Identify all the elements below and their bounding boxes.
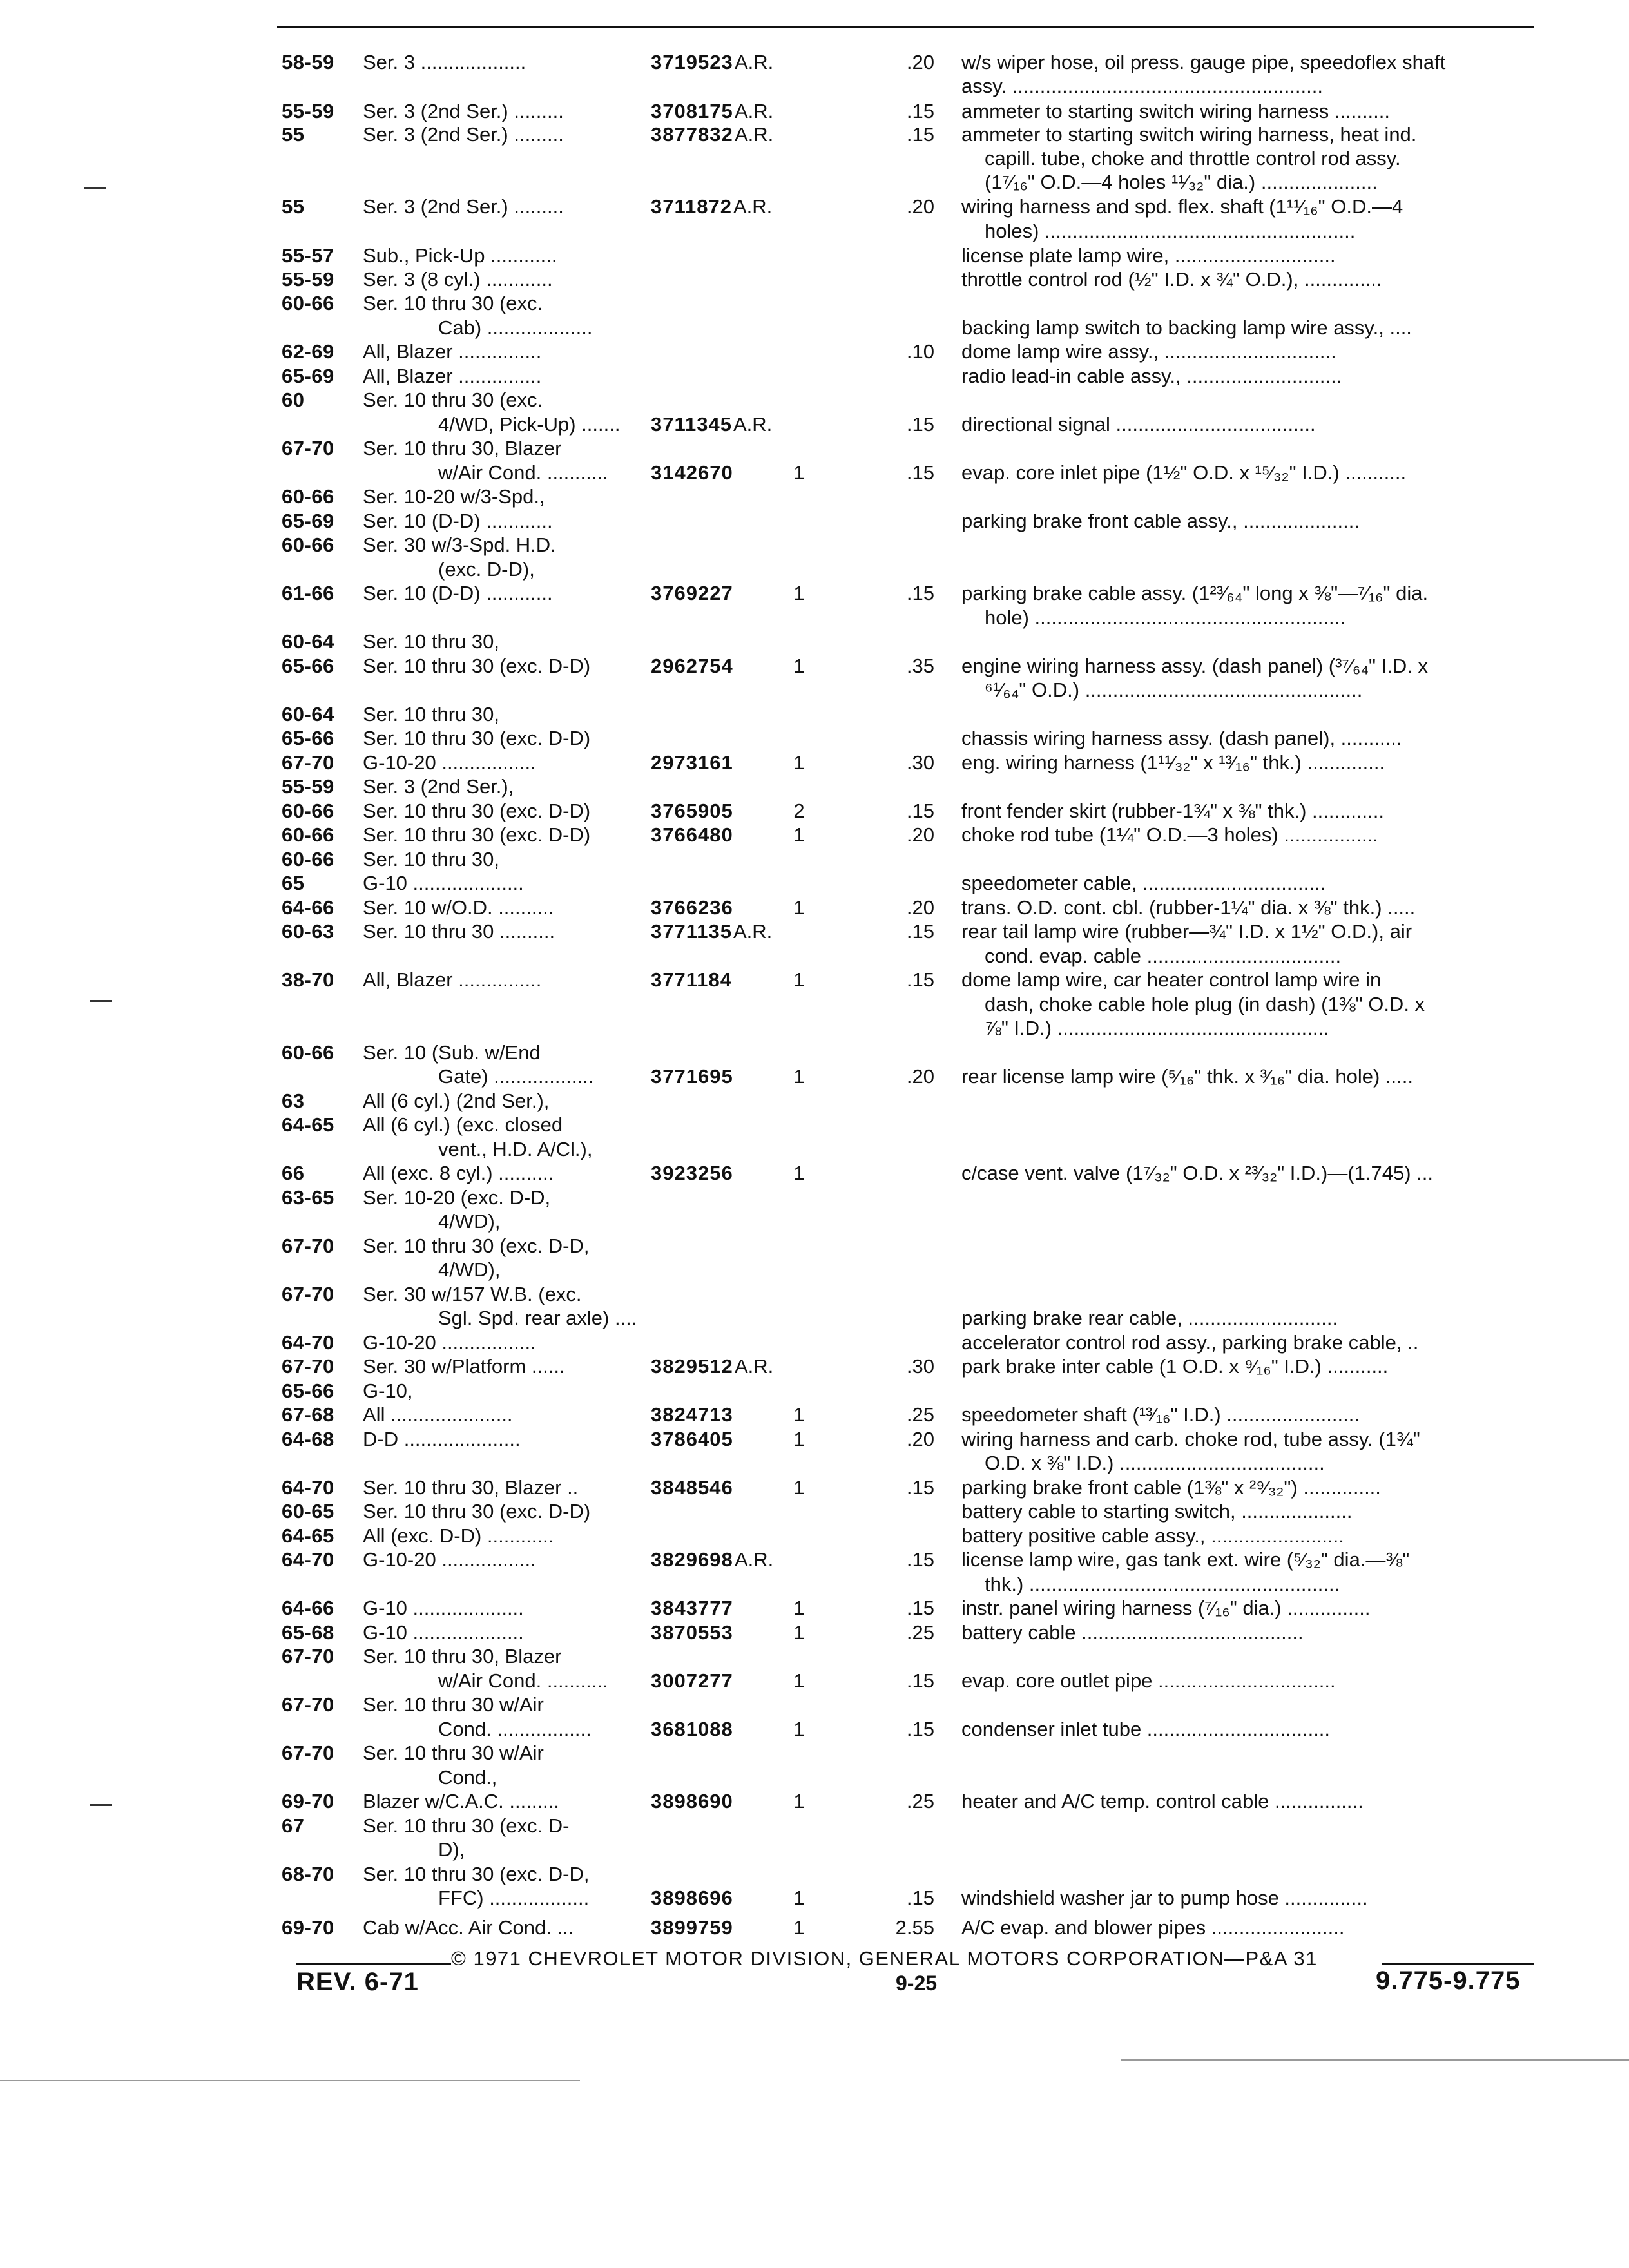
model-series: Ser. 10 thru 30 (exc. D-D): [363, 727, 591, 749]
model-series: Ser. 10 (Sub. w/End: [363, 1041, 541, 1064]
model-years: 67-70: [282, 1283, 334, 1305]
part-description: engine wiring harness assy. (dash panel) (³⁷⁄₆₄" I.D. x: [961, 655, 1428, 677]
model-years: 67: [282, 1814, 305, 1837]
part-description: hole) ........................................................: [985, 606, 1345, 629]
model-series: All (6 cyl.) (2nd Ser.),: [363, 1090, 550, 1112]
part-number: 3769227: [651, 582, 733, 604]
price: .10: [906, 340, 934, 363]
model-years: 60-66: [282, 848, 334, 870]
part-description: accelerator control rod assy., parking brake cable, ..: [961, 1331, 1419, 1354]
scan-edge-line: [1121, 2059, 1629, 2061]
model-years: 55-59: [282, 268, 334, 291]
price: .15: [906, 1597, 934, 1619]
model-series: Ser. 10 thru 30 (exc. D-: [363, 1814, 570, 1837]
model-years: 66: [282, 1162, 305, 1184]
part-number: 3848546: [651, 1476, 733, 1499]
part-number: 3681088: [651, 1718, 733, 1740]
price: .15: [906, 920, 934, 943]
model-years: 63-65: [282, 1186, 334, 1209]
model-years: 67-70: [282, 1693, 334, 1716]
part-number: 3765905: [651, 800, 733, 822]
quantity: A.R.: [735, 51, 774, 73]
model-years: 64-66: [282, 896, 334, 919]
model-years: 67-70: [282, 1645, 334, 1667]
model-years: 65: [282, 872, 305, 894]
part-description: evap. core inlet pipe (1½" O.D. x ¹⁵⁄₃₂" I.D.) ...........: [961, 461, 1407, 484]
quantity: 1: [793, 1597, 805, 1619]
model-series: Ser. 3 (2nd Ser.) .........: [363, 100, 564, 122]
model-series: Ser. 10 (D-D) ............: [363, 582, 553, 604]
quantity: 1: [793, 1065, 805, 1088]
price: .30: [906, 751, 934, 774]
price: .15: [906, 1887, 934, 1909]
quantity: 1: [793, 582, 805, 604]
model-series: Ser. 10 thru 30, Blazer: [363, 437, 562, 459]
model-years: 67-70: [282, 751, 334, 774]
model-series: Ser. 10 thru 30 w/Air: [363, 1742, 544, 1764]
quantity: 1: [793, 968, 805, 991]
model-series: G-10 ....................: [363, 1597, 524, 1619]
part-number: 3877832: [651, 123, 733, 146]
part-description: license lamp wire, gas tank ext. wire (⁵⁄₃₂" dia.—⅜": [961, 1548, 1410, 1571]
part-number: 3771135: [651, 920, 732, 943]
model-series: 4/WD),: [438, 1258, 501, 1281]
model-series: Ser. 10 thru 30 (exc. D-D,: [363, 1235, 590, 1257]
part-number: 3898690: [651, 1790, 733, 1812]
quantity: 2: [793, 800, 805, 822]
part-description: choke rod tube (1¼" O.D.—3 holes) .................: [961, 823, 1378, 846]
quantity: 1: [793, 751, 805, 774]
part-description: wiring harness and carb. choke rod, tube assy. (1¾": [961, 1428, 1420, 1450]
part-description: rear license lamp wire (⁵⁄₁₆" thk. x ³⁄₁₆" dia. hole) .....: [961, 1065, 1414, 1088]
part-number: 3766480: [651, 823, 733, 846]
quantity: 1: [793, 1916, 805, 1939]
part-number: 3923256: [651, 1162, 733, 1184]
model-years: 38-70: [282, 968, 334, 991]
model-series: 4/WD, Pick-Up) .......: [438, 413, 621, 436]
model-years: 65-68: [282, 1621, 334, 1644]
quantity: 1: [793, 1476, 805, 1499]
price: .25: [906, 1790, 934, 1812]
model-series: G-10 ....................: [363, 872, 524, 894]
quantity: A.R.: [733, 920, 773, 943]
part-description: O.D. x ⅜" I.D.) .....................................: [985, 1452, 1325, 1474]
model-series: D-D .....................: [363, 1428, 521, 1450]
group-range: 9.775-9.775: [1376, 1966, 1521, 1995]
part-number: 3899759: [651, 1916, 733, 1939]
price: .25: [906, 1621, 934, 1644]
part-description: speedometer cable, .................................: [961, 872, 1326, 894]
quantity: 1: [793, 1887, 805, 1909]
part-description: (1⁷⁄₁₆" O.D.—4 holes ¹¹⁄₃₂" dia.) .....................: [985, 171, 1378, 193]
part-description: instr. panel wiring harness (⁷⁄₁₆" dia.) ...............: [961, 1597, 1371, 1619]
model-years: 64-66: [282, 1597, 334, 1619]
part-description: condenser inlet tube .................................: [961, 1718, 1331, 1740]
model-years: 60: [282, 389, 305, 411]
model-series: Ser. 10 thru 30 w/Air: [363, 1693, 544, 1716]
model-series: Ser. 3 (8 cyl.) ............: [363, 268, 553, 291]
model-series: (exc. D-D),: [438, 558, 535, 581]
model-years: 60-63: [282, 920, 334, 943]
price: .20: [906, 1065, 934, 1088]
scan-mark: [90, 1804, 112, 1806]
part-number: 3843777: [651, 1597, 733, 1619]
model-years: 69-70: [282, 1790, 334, 1812]
model-series: Ser. 10 thru 30, Blazer ..: [363, 1476, 579, 1499]
part-description: w/s wiper hose, oil press. gauge pipe, speedoflex shaft: [961, 51, 1446, 73]
model-series: All ......................: [363, 1403, 513, 1426]
price: .20: [906, 1428, 934, 1450]
part-description: throttle control rod (½" I.D. x ¾" O.D.), ..............: [961, 268, 1382, 291]
model-series: All (exc. 8 cyl.) ..........: [363, 1162, 554, 1184]
model-years: 67-70: [282, 437, 334, 459]
model-years: 60-65: [282, 1500, 334, 1523]
quantity: A.R.: [733, 413, 773, 436]
price: .15: [906, 123, 934, 146]
model-series: Blazer w/C.A.C. .........: [363, 1790, 559, 1812]
part-description: capill. tube, choke and throttle control rod assy.: [985, 147, 1401, 169]
part-description: ammeter to starting switch wiring harness ..........: [961, 100, 1391, 122]
model-series: Ser. 10 thru 30,: [363, 630, 499, 653]
model-series: Ser. 10 (D-D) ............: [363, 510, 553, 532]
model-series: vent., H.D. A/Cl.),: [438, 1138, 593, 1160]
model-series: Cond.,: [438, 1766, 497, 1789]
price: .20: [906, 51, 934, 73]
model-series: Ser. 10 thru 30 (exc. D-D): [363, 800, 591, 822]
model-series: G-10-20 .................: [363, 1548, 536, 1571]
revision-label: REV. 6-71: [296, 1968, 419, 1996]
part-description: license plate lamp wire, .............................: [961, 244, 1336, 267]
part-number: 3898696: [651, 1887, 733, 1909]
quantity: 1: [793, 1669, 805, 1692]
model-series: Ser. 10-20 w/3-Spd.,: [363, 485, 545, 508]
quantity: A.R.: [735, 123, 774, 146]
model-years: 64-70: [282, 1548, 334, 1571]
model-years: 60-64: [282, 703, 334, 726]
model-years: 60-66: [282, 292, 334, 314]
part-description: speedometer shaft (¹³⁄₁₆" I.D.) ........................: [961, 1403, 1360, 1426]
model-years: 60-66: [282, 533, 334, 556]
part-description: ammeter to starting switch wiring harness, heat ind.: [961, 123, 1417, 146]
model-series: Ser. 3 (2nd Ser.),: [363, 775, 514, 798]
price: .15: [906, 1669, 934, 1692]
quantity: A.R.: [735, 100, 774, 122]
model-years: 55: [282, 123, 305, 146]
footer-rule-left: [296, 1963, 451, 1965]
model-years: 55: [282, 195, 305, 218]
price: .15: [906, 461, 934, 484]
part-description: battery cable to starting switch, ....................: [961, 1500, 1353, 1523]
model-series: G-10,: [363, 1379, 413, 1402]
part-description: radio lead-in cable assy., ............................: [961, 365, 1342, 387]
model-series: Ser. 3 (2nd Ser.) .........: [363, 195, 564, 218]
part-description: parking brake front cable assy., .....................: [961, 510, 1360, 532]
model-years: 68-70: [282, 1863, 334, 1885]
part-description: thk.) ........................................................: [985, 1573, 1340, 1595]
part-number: 3824713: [651, 1403, 733, 1426]
part-number: 3719523: [651, 51, 733, 73]
model-series: Ser. 3 ...................: [363, 51, 526, 73]
model-series: Ser. 10 thru 30 (exc. D-D): [363, 1500, 591, 1523]
part-description: dome lamp wire, car heater control lamp wire in: [961, 968, 1382, 991]
model-series: Ser. 10 thru 30, Blazer: [363, 1645, 562, 1667]
quantity: 1: [793, 1621, 805, 1644]
part-description: directional signal ....................................: [961, 413, 1316, 436]
price: .15: [906, 582, 934, 604]
model-series: G-10 ....................: [363, 1621, 524, 1644]
model-years: 60-66: [282, 1041, 334, 1064]
model-series: D),: [438, 1838, 465, 1861]
quantity: A.R.: [735, 1548, 774, 1571]
model-series: w/Air Cond. ...........: [438, 461, 608, 484]
part-description: front fender skirt (rubber-1¾" x ⅜" thk.) .............: [961, 800, 1385, 822]
quantity: 1: [793, 1718, 805, 1740]
part-description: dome lamp wire assy., ...............................: [961, 340, 1336, 363]
quantity: 1: [793, 1403, 805, 1426]
scan-edge-line: [0, 2080, 580, 2081]
price: 2.55: [895, 1916, 934, 1939]
model-years: 55-59: [282, 775, 334, 798]
price: .20: [906, 823, 934, 846]
part-description: holes) ........................................................: [985, 220, 1356, 242]
model-years: 65-66: [282, 655, 334, 677]
model-series: Cab w/Acc. Air Cond. ...: [363, 1916, 574, 1939]
model-years: 55-57: [282, 244, 334, 267]
footer-rule-right: [1382, 1963, 1534, 1965]
part-description: ⁶¹⁄₆₄" O.D.) ..................................................: [985, 678, 1363, 701]
price: .15: [906, 800, 934, 822]
model-series: Ser. 10 thru 30 ..........: [363, 920, 555, 943]
model-series: Ser. 10 thru 30 (exc. D-D): [363, 655, 591, 677]
quantity: 1: [793, 1428, 805, 1450]
model-years: 63: [282, 1090, 305, 1112]
model-years: 64-65: [282, 1113, 334, 1136]
part-description: battery cable ........................................: [961, 1621, 1304, 1644]
price: .15: [906, 1548, 934, 1571]
quantity: A.R.: [733, 195, 773, 218]
part-description: dash, choke cable hole plug (in dash) (1⅜" O.D. x: [985, 993, 1425, 1015]
part-description: heater and A/C temp. control cable ................: [961, 1790, 1364, 1812]
part-description: windshield washer jar to pump hose ...............: [961, 1887, 1368, 1909]
model-years: 65-66: [282, 727, 334, 749]
part-number: 3771184: [651, 968, 732, 991]
model-years: 64-65: [282, 1524, 334, 1547]
part-description: battery positive cable assy., ........................: [961, 1524, 1344, 1547]
part-description: parking brake front cable (1⅜" x ²⁹⁄₃₂") ..............: [961, 1476, 1381, 1499]
model-series: Ser. 10 thru 30,: [363, 703, 499, 726]
price: .25: [906, 1403, 934, 1426]
model-series: w/Air Cond. ...........: [438, 1669, 608, 1692]
price: .15: [906, 1476, 934, 1499]
price: .35: [906, 655, 934, 677]
model-years: 62-69: [282, 340, 334, 363]
part-description: c/case vent. valve (1⁷⁄₃₂" O.D. x ²³⁄₃₂" I.D.)—(1.745) ...: [961, 1162, 1434, 1184]
part-description: A/C evap. and blower pipes ........................: [961, 1916, 1345, 1939]
model-series: Gate) ..................: [438, 1065, 594, 1088]
model-years: 64-68: [282, 1428, 334, 1450]
part-description: wiring harness and spd. flex. shaft (1¹¹⁄₁₆" O.D.—4: [961, 195, 1403, 218]
model-years: 67-70: [282, 1742, 334, 1764]
model-years: 61-66: [282, 582, 334, 604]
model-series: G-10-20 .................: [363, 751, 536, 774]
model-years: 60-64: [282, 630, 334, 653]
part-description: chassis wiring harness assy. (dash panel), ...........: [961, 727, 1402, 749]
part-description: evap. core outlet pipe ................................: [961, 1669, 1336, 1692]
part-number: 3829698: [651, 1548, 733, 1571]
part-number: 3007277: [651, 1669, 733, 1692]
model-series: Ser. 10 thru 30 (exc.: [363, 389, 543, 411]
model-years: 64-70: [282, 1331, 334, 1354]
price: .20: [906, 896, 934, 919]
part-description: backing lamp switch to backing lamp wire assy., ....: [961, 316, 1412, 339]
model-series: Ser. 10 thru 30 (exc.: [363, 292, 543, 314]
model-series: Ser. 30 w/3-Spd. H.D.: [363, 533, 556, 556]
model-years: 60-66: [282, 823, 334, 846]
model-years: 65-66: [282, 1379, 334, 1402]
part-description: park brake inter cable (1 O.D. x ⁹⁄₁₆" I.D.) ...........: [961, 1355, 1389, 1378]
model-years: 67-70: [282, 1235, 334, 1257]
part-number: 3870553: [651, 1621, 733, 1644]
model-series: Sgl. Spd. rear axle) ....: [438, 1307, 637, 1329]
part-number: 2973161: [651, 751, 733, 774]
part-number: 3829512: [651, 1355, 733, 1378]
model-series: All (exc. D-D) ............: [363, 1524, 554, 1547]
model-series: Ser. 10 thru 30 (exc. D-D): [363, 823, 591, 846]
model-series: All (6 cyl.) (exc. closed: [363, 1113, 563, 1136]
model-series: Ser. 3 (2nd Ser.) .........: [363, 123, 564, 146]
quantity: 1: [793, 1162, 805, 1184]
model-years: 67-70: [282, 1355, 334, 1378]
model-series: Cond. .................: [438, 1718, 592, 1740]
part-number: 3142670: [651, 461, 733, 484]
scan-mark: [84, 187, 106, 189]
part-number: 3786405: [651, 1428, 733, 1450]
model-series: Ser. 10 thru 30,: [363, 848, 499, 870]
part-description: eng. wiring harness (1¹¹⁄₃₂" x ¹³⁄₁₆" thk.) ..............: [961, 751, 1385, 774]
model-years: 55-59: [282, 100, 334, 122]
top-rule: [277, 26, 1534, 28]
model-years: 60-66: [282, 485, 334, 508]
price: .15: [906, 1718, 934, 1740]
page-number: 9-25: [896, 1972, 938, 1995]
part-description: ⅞" I.D.) .................................................: [985, 1017, 1329, 1039]
quantity: 1: [793, 896, 805, 919]
quantity: 1: [793, 655, 805, 677]
model-years: 60-66: [282, 800, 334, 822]
part-number: 3711872: [651, 195, 732, 218]
model-series: G-10-20 .................: [363, 1331, 536, 1354]
part-number: 3711345: [651, 413, 732, 436]
model-series: All, Blazer ...............: [363, 340, 542, 363]
part-description: cond. evap. cable ...................................: [985, 945, 1342, 967]
model-series: Ser. 10 thru 30 (exc. D-D,: [363, 1863, 590, 1885]
model-series: Ser. 10 w/O.D. ..........: [363, 896, 554, 919]
part-description: parking brake cable assy. (1²³⁄₆₄" long x ⅜"—⁷⁄₁₆" dia.: [961, 582, 1429, 604]
part-description: parking brake rear cable, ...........................: [961, 1307, 1338, 1329]
model-series: Ser. 30 w/Platform ......: [363, 1355, 565, 1378]
price: .15: [906, 968, 934, 991]
model-series: 4/WD),: [438, 1210, 501, 1233]
price: .15: [906, 413, 934, 436]
model-series: All, Blazer ...............: [363, 968, 542, 991]
model-series: Cab) ...................: [438, 316, 593, 339]
model-years: 69-70: [282, 1916, 334, 1939]
quantity: 1: [793, 823, 805, 846]
model-years: 67-68: [282, 1403, 334, 1426]
model-series: Ser. 10-20 (exc. D-D,: [363, 1186, 551, 1209]
model-years: 65-69: [282, 365, 334, 387]
part-number: 3766236: [651, 896, 733, 919]
part-number: 3708175: [651, 100, 733, 122]
copyright-notice: © 1971 CHEVROLET MOTOR DIVISION, GENERAL MOTORS CORPORATION—P&A 31: [451, 1947, 1318, 1970]
part-description: assy. ........................................................: [961, 75, 1323, 97]
part-number: 2962754: [651, 655, 733, 677]
price: .20: [906, 195, 934, 218]
model-series: FFC) ..................: [438, 1887, 590, 1909]
model-series: Sub., Pick-Up ............: [363, 244, 557, 267]
part-description: rear tail lamp wire (rubber—¾" I.D. x 1½" O.D.), air: [961, 920, 1412, 943]
price: .30: [906, 1355, 934, 1378]
model-years: 64-70: [282, 1476, 334, 1499]
model-years: 58-59: [282, 51, 334, 73]
model-years: 65-69: [282, 510, 334, 532]
quantity: 1: [793, 461, 805, 484]
part-number: 3771695: [651, 1065, 733, 1088]
model-series: All, Blazer ...............: [363, 365, 542, 387]
quantity: 1: [793, 1790, 805, 1812]
quantity: A.R.: [735, 1355, 774, 1378]
part-description: trans. O.D. cont. cbl. (rubber-1¼" dia. x ⅜" thk.) .....: [961, 896, 1416, 919]
model-series: Ser. 30 w/157 W.B. (exc.: [363, 1283, 582, 1305]
scan-mark: [90, 1000, 112, 1002]
price: .15: [906, 100, 934, 122]
